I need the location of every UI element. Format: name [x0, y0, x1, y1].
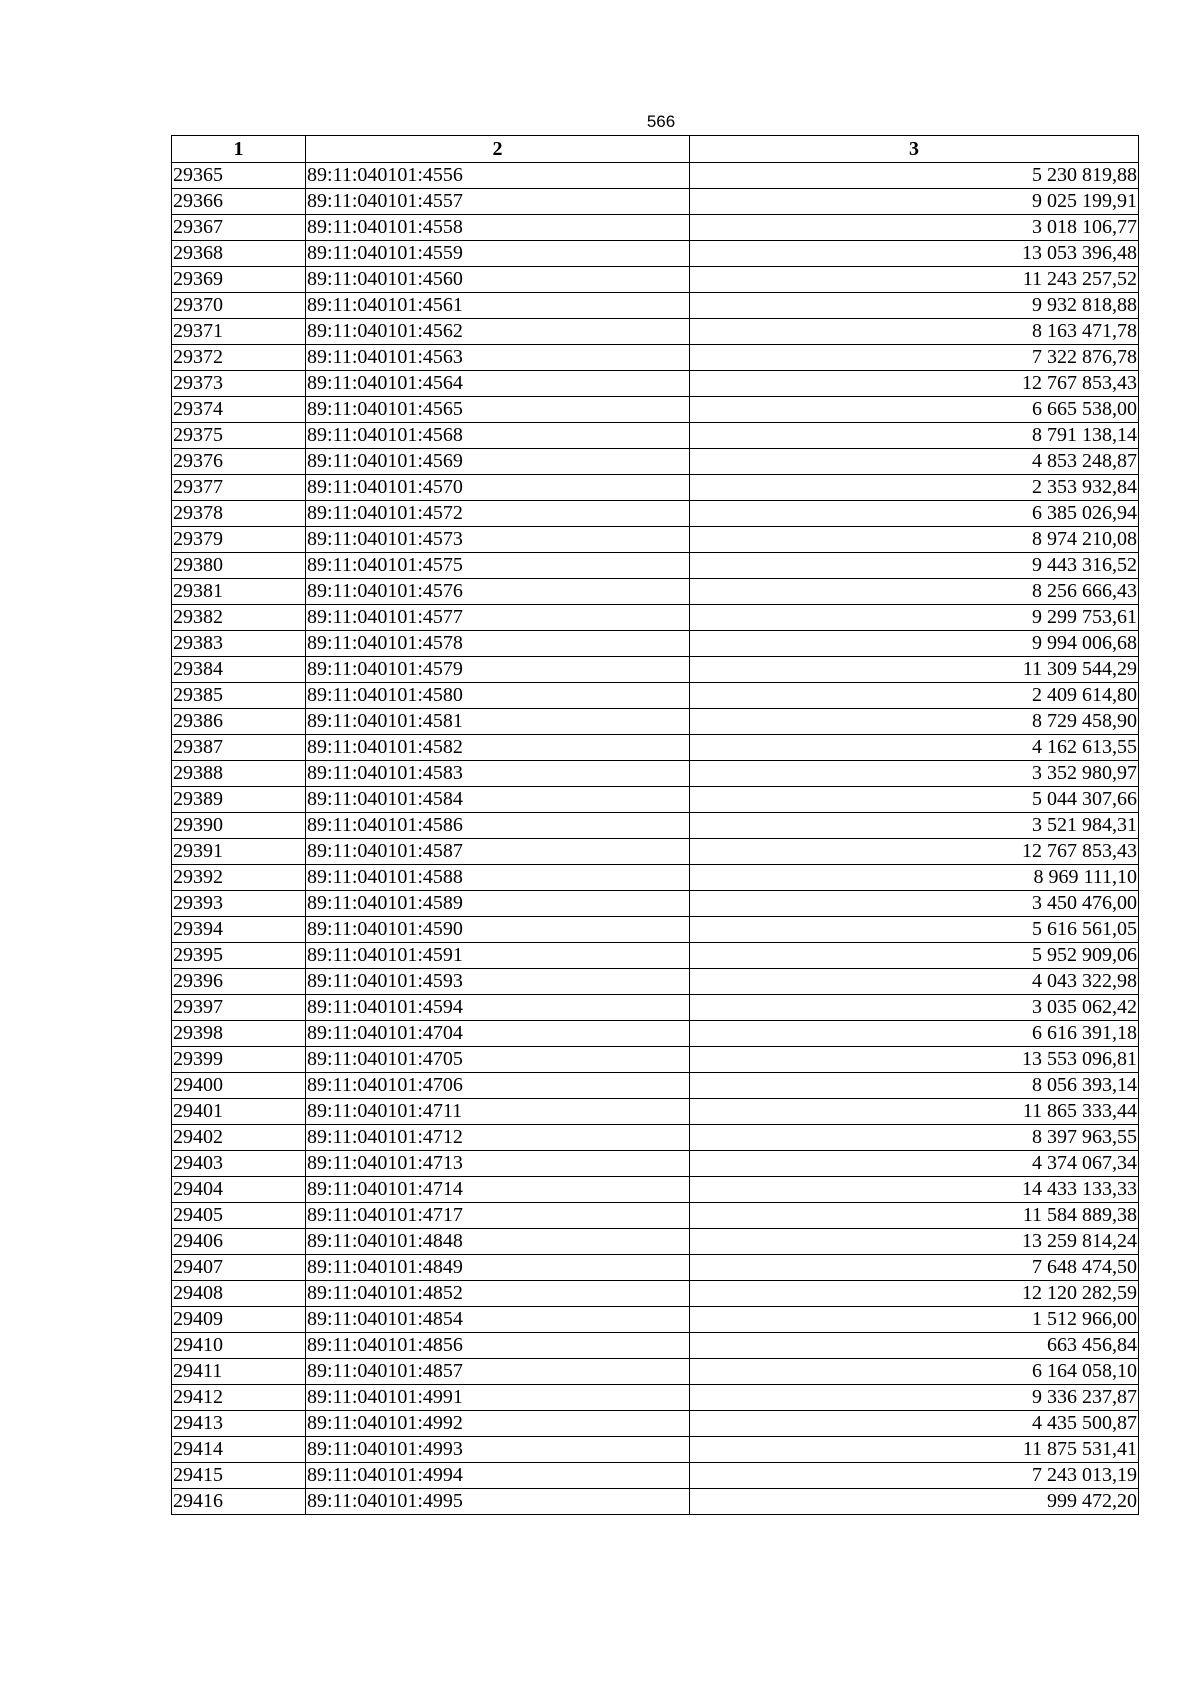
value-cell: 8 056 393,14	[690, 1073, 1139, 1099]
cadastral-number-cell: 89:11:040101:4556	[306, 163, 690, 189]
table-row	[172, 371, 1139, 397]
cadastral-number-cell: 89:11:040101:4991	[306, 1385, 690, 1411]
value-cell: 8 969 111,10	[690, 865, 1139, 891]
row-number-cell: 29413	[172, 1411, 306, 1437]
row-number-cell: 29404	[172, 1177, 306, 1203]
row-number-cell: 29394	[172, 917, 306, 943]
value-cell: 9 994 006,68	[690, 631, 1139, 657]
table-row	[172, 1203, 1139, 1229]
cadastral-number-cell: 89:11:040101:4559	[306, 241, 690, 267]
table-row	[172, 1463, 1139, 1489]
table-row	[172, 1359, 1139, 1385]
table-row	[172, 1047, 1139, 1073]
value-cell: 9 336 237,87	[690, 1385, 1139, 1411]
value-cell: 3 035 062,42	[690, 995, 1139, 1021]
cadastral-number-cell: 89:11:040101:4994	[306, 1463, 690, 1489]
table-row	[172, 735, 1139, 761]
row-number-cell: 29403	[172, 1151, 306, 1177]
cadastral-number-cell: 89:11:040101:4560	[306, 267, 690, 293]
row-number-cell: 29407	[172, 1255, 306, 1281]
table-row	[172, 1281, 1139, 1307]
value-cell: 3 450 476,00	[690, 891, 1139, 917]
row-number-cell: 29373	[172, 371, 306, 397]
cadastral-number-cell: 89:11:040101:4558	[306, 215, 690, 241]
value-cell: 6 164 058,10	[690, 1359, 1139, 1385]
table-row	[172, 527, 1139, 553]
table-row	[172, 579, 1139, 605]
row-number-cell: 29382	[172, 605, 306, 631]
table-row	[172, 787, 1139, 813]
row-number-cell: 29409	[172, 1307, 306, 1333]
cadastral-number-cell: 89:11:040101:4591	[306, 943, 690, 969]
value-cell: 7 648 474,50	[690, 1255, 1139, 1281]
cadastral-number-cell: 89:11:040101:4575	[306, 553, 690, 579]
row-number-cell: 29411	[172, 1359, 306, 1385]
table-row	[172, 1229, 1139, 1255]
table-row	[172, 1411, 1139, 1437]
cadastral-number-cell: 89:11:040101:4992	[306, 1411, 690, 1437]
table-row	[172, 943, 1139, 969]
row-number-cell: 29396	[172, 969, 306, 995]
table-row	[172, 891, 1139, 917]
cadastral-number-cell: 89:11:040101:4714	[306, 1177, 690, 1203]
value-cell: 3 018 106,77	[690, 215, 1139, 241]
table-row	[172, 709, 1139, 735]
cadastral-number-cell: 89:11:040101:4593	[306, 969, 690, 995]
table-row	[172, 215, 1139, 241]
row-number-cell: 29393	[172, 891, 306, 917]
cadastral-number-cell: 89:11:040101:4848	[306, 1229, 690, 1255]
table-row	[172, 839, 1139, 865]
cadastral-number-cell: 89:11:040101:4582	[306, 735, 690, 761]
cadastral-number-cell: 89:11:040101:4583	[306, 761, 690, 787]
row-number-cell: 29416	[172, 1489, 306, 1515]
cadastral-number-cell: 89:11:040101:4594	[306, 995, 690, 1021]
value-cell: 4 435 500,87	[690, 1411, 1139, 1437]
column-header-2: 2	[306, 136, 690, 163]
page-number: 566	[646, 112, 676, 131]
row-number-cell: 29415	[172, 1463, 306, 1489]
row-number-cell: 29375	[172, 423, 306, 449]
cadastral-number-cell: 89:11:040101:4852	[306, 1281, 690, 1307]
row-number-cell: 29400	[172, 1073, 306, 1099]
value-cell: 13 553 096,81	[690, 1047, 1139, 1073]
cadastral-number-cell: 89:11:040101:4706	[306, 1073, 690, 1099]
value-cell: 6 665 538,00	[690, 397, 1139, 423]
table-row	[172, 1385, 1139, 1411]
value-cell: 5 044 307,66	[690, 787, 1139, 813]
value-cell: 663 456,84	[690, 1333, 1139, 1359]
cadastral-number-cell: 89:11:040101:4713	[306, 1151, 690, 1177]
table-row	[172, 1333, 1139, 1359]
value-cell: 8 729 458,90	[690, 709, 1139, 735]
cadastral-number-cell: 89:11:040101:4712	[306, 1125, 690, 1151]
cadastral-number-cell: 89:11:040101:4854	[306, 1307, 690, 1333]
table-row	[172, 397, 1139, 423]
row-number-cell: 29379	[172, 527, 306, 553]
table-row	[172, 449, 1139, 475]
row-number-cell: 29399	[172, 1047, 306, 1073]
value-cell: 8 791 138,14	[690, 423, 1139, 449]
cadastral-number-cell: 89:11:040101:4589	[306, 891, 690, 917]
cadastral-number-cell: 89:11:040101:4590	[306, 917, 690, 943]
row-number-cell: 29370	[172, 293, 306, 319]
table-row	[172, 683, 1139, 709]
row-number-cell: 29380	[172, 553, 306, 579]
row-number-cell: 29395	[172, 943, 306, 969]
table-row	[172, 865, 1139, 891]
value-cell: 11 309 544,29	[690, 657, 1139, 683]
row-number-cell: 29367	[172, 215, 306, 241]
cadastral-number-cell: 89:11:040101:4993	[306, 1437, 690, 1463]
table-row	[172, 293, 1139, 319]
row-number-cell: 29410	[172, 1333, 306, 1359]
table-body	[172, 163, 1139, 1515]
cadastral-number-cell: 89:11:040101:4588	[306, 865, 690, 891]
cadastral-number-cell: 89:11:040101:4704	[306, 1021, 690, 1047]
row-number-cell: 29406	[172, 1229, 306, 1255]
value-cell: 8 163 471,78	[690, 319, 1139, 345]
cadastral-number-cell: 89:11:040101:4563	[306, 345, 690, 371]
value-cell: 1 512 966,00	[690, 1307, 1139, 1333]
cadastral-number-cell: 89:11:040101:4711	[306, 1099, 690, 1125]
value-cell: 6 616 391,18	[690, 1021, 1139, 1047]
registry-table	[171, 135, 1139, 1515]
cadastral-number-cell: 89:11:040101:4856	[306, 1333, 690, 1359]
cadastral-number-cell: 89:11:040101:4570	[306, 475, 690, 501]
cadastral-number-cell: 89:11:040101:4705	[306, 1047, 690, 1073]
table-row	[172, 969, 1139, 995]
table-row	[172, 1125, 1139, 1151]
row-number-cell: 29365	[172, 163, 306, 189]
row-number-cell: 29412	[172, 1385, 306, 1411]
row-number-cell: 29381	[172, 579, 306, 605]
cadastral-number-cell: 89:11:040101:4573	[306, 527, 690, 553]
value-cell: 14 433 133,33	[690, 1177, 1139, 1203]
row-number-cell: 29385	[172, 683, 306, 709]
cadastral-number-cell: 89:11:040101:4572	[306, 501, 690, 527]
cadastral-number-cell: 89:11:040101:4568	[306, 423, 690, 449]
cadastral-number-cell: 89:11:040101:4580	[306, 683, 690, 709]
row-number-cell: 29398	[172, 1021, 306, 1047]
row-number-cell: 29388	[172, 761, 306, 787]
value-cell: 8 397 963,55	[690, 1125, 1139, 1151]
value-cell: 6 385 026,94	[690, 501, 1139, 527]
cadastral-number-cell: 89:11:040101:4562	[306, 319, 690, 345]
value-cell: 2 409 614,80	[690, 683, 1139, 709]
table-row	[172, 1307, 1139, 1333]
row-number-cell: 29402	[172, 1125, 306, 1151]
cadastral-number-cell: 89:11:040101:4717	[306, 1203, 690, 1229]
value-cell: 4 043 322,98	[690, 969, 1139, 995]
cadastral-number-cell: 89:11:040101:4565	[306, 397, 690, 423]
row-number-cell: 29405	[172, 1203, 306, 1229]
row-number-cell: 29408	[172, 1281, 306, 1307]
cadastral-number-cell: 89:11:040101:4578	[306, 631, 690, 657]
table-row	[172, 345, 1139, 371]
value-cell: 5 952 909,06	[690, 943, 1139, 969]
cadastral-number-cell: 89:11:040101:4577	[306, 605, 690, 631]
table-row	[172, 501, 1139, 527]
value-cell: 4 162 613,55	[690, 735, 1139, 761]
row-number-cell: 29378	[172, 501, 306, 527]
row-number-cell: 29401	[172, 1099, 306, 1125]
value-cell: 7 322 876,78	[690, 345, 1139, 371]
value-cell: 8 974 210,08	[690, 527, 1139, 553]
value-cell: 12 767 853,43	[690, 371, 1139, 397]
cadastral-number-cell: 89:11:040101:4561	[306, 293, 690, 319]
table-row	[172, 1177, 1139, 1203]
table-row	[172, 1151, 1139, 1177]
row-number-cell: 29389	[172, 787, 306, 813]
value-cell: 9 443 316,52	[690, 553, 1139, 579]
table-row	[172, 319, 1139, 345]
table-row	[172, 1099, 1139, 1125]
cadastral-number-cell: 89:11:040101:4576	[306, 579, 690, 605]
column-header-3: 3	[690, 136, 1139, 163]
table-row	[172, 553, 1139, 579]
value-cell: 13 259 814,24	[690, 1229, 1139, 1255]
row-number-cell: 29377	[172, 475, 306, 501]
table-row	[172, 657, 1139, 683]
table-row	[172, 995, 1139, 1021]
cadastral-number-cell: 89:11:040101:4995	[306, 1489, 690, 1515]
table-row	[172, 813, 1139, 839]
table-row	[172, 267, 1139, 293]
value-cell: 9 299 753,61	[690, 605, 1139, 631]
cadastral-number-cell: 89:11:040101:4857	[306, 1359, 690, 1385]
table-row	[172, 1021, 1139, 1047]
table-row	[172, 1437, 1139, 1463]
cadastral-number-cell: 89:11:040101:4569	[306, 449, 690, 475]
table-row	[172, 189, 1139, 215]
cadastral-number-cell: 89:11:040101:4579	[306, 657, 690, 683]
row-number-cell: 29390	[172, 813, 306, 839]
table-row	[172, 423, 1139, 449]
cadastral-number-cell: 89:11:040101:4587	[306, 839, 690, 865]
table-row	[172, 1073, 1139, 1099]
value-cell: 13 053 396,48	[690, 241, 1139, 267]
value-cell: 2 353 932,84	[690, 475, 1139, 501]
table-row	[172, 631, 1139, 657]
row-number-cell: 29383	[172, 631, 306, 657]
row-number-cell: 29366	[172, 189, 306, 215]
row-number-cell: 29372	[172, 345, 306, 371]
table-header-row	[172, 136, 1139, 163]
table-row	[172, 163, 1139, 189]
value-cell: 3 352 980,97	[690, 761, 1139, 787]
row-number-cell: 29374	[172, 397, 306, 423]
row-number-cell: 29397	[172, 995, 306, 1021]
row-number-cell: 29369	[172, 267, 306, 293]
table-row	[172, 1489, 1139, 1515]
cadastral-number-cell: 89:11:040101:4584	[306, 787, 690, 813]
cadastral-number-cell: 89:11:040101:4849	[306, 1255, 690, 1281]
column-header-1: 1	[172, 136, 306, 163]
row-number-cell: 29368	[172, 241, 306, 267]
cadastral-number-cell: 89:11:040101:4557	[306, 189, 690, 215]
value-cell: 9 025 199,91	[690, 189, 1139, 215]
cadastral-number-cell: 89:11:040101:4581	[306, 709, 690, 735]
value-cell: 999 472,20	[690, 1489, 1139, 1515]
table-row	[172, 1255, 1139, 1281]
value-cell: 5 616 561,05	[690, 917, 1139, 943]
row-number-cell: 29387	[172, 735, 306, 761]
value-cell: 12 120 282,59	[690, 1281, 1139, 1307]
row-number-cell: 29371	[172, 319, 306, 345]
value-cell: 7 243 013,19	[690, 1463, 1139, 1489]
value-cell: 11 875 531,41	[690, 1437, 1139, 1463]
value-cell: 11 584 889,38	[690, 1203, 1139, 1229]
table-row	[172, 475, 1139, 501]
row-number-cell: 29376	[172, 449, 306, 475]
value-cell: 4 853 248,87	[690, 449, 1139, 475]
value-cell: 11 865 333,44	[690, 1099, 1139, 1125]
row-number-cell: 29392	[172, 865, 306, 891]
value-cell: 8 256 666,43	[690, 579, 1139, 605]
value-cell: 12 767 853,43	[690, 839, 1139, 865]
table-row	[172, 241, 1139, 267]
row-number-cell: 29386	[172, 709, 306, 735]
value-cell: 11 243 257,52	[690, 267, 1139, 293]
value-cell: 5 230 819,88	[690, 163, 1139, 189]
table-row	[172, 761, 1139, 787]
cadastral-number-cell: 89:11:040101:4564	[306, 371, 690, 397]
table-row	[172, 605, 1139, 631]
value-cell: 3 521 984,31	[690, 813, 1139, 839]
row-number-cell: 29391	[172, 839, 306, 865]
table-row	[172, 917, 1139, 943]
cadastral-number-cell: 89:11:040101:4586	[306, 813, 690, 839]
value-cell: 9 932 818,88	[690, 293, 1139, 319]
row-number-cell: 29384	[172, 657, 306, 683]
row-number-cell: 29414	[172, 1437, 306, 1463]
value-cell: 4 374 067,34	[690, 1151, 1139, 1177]
